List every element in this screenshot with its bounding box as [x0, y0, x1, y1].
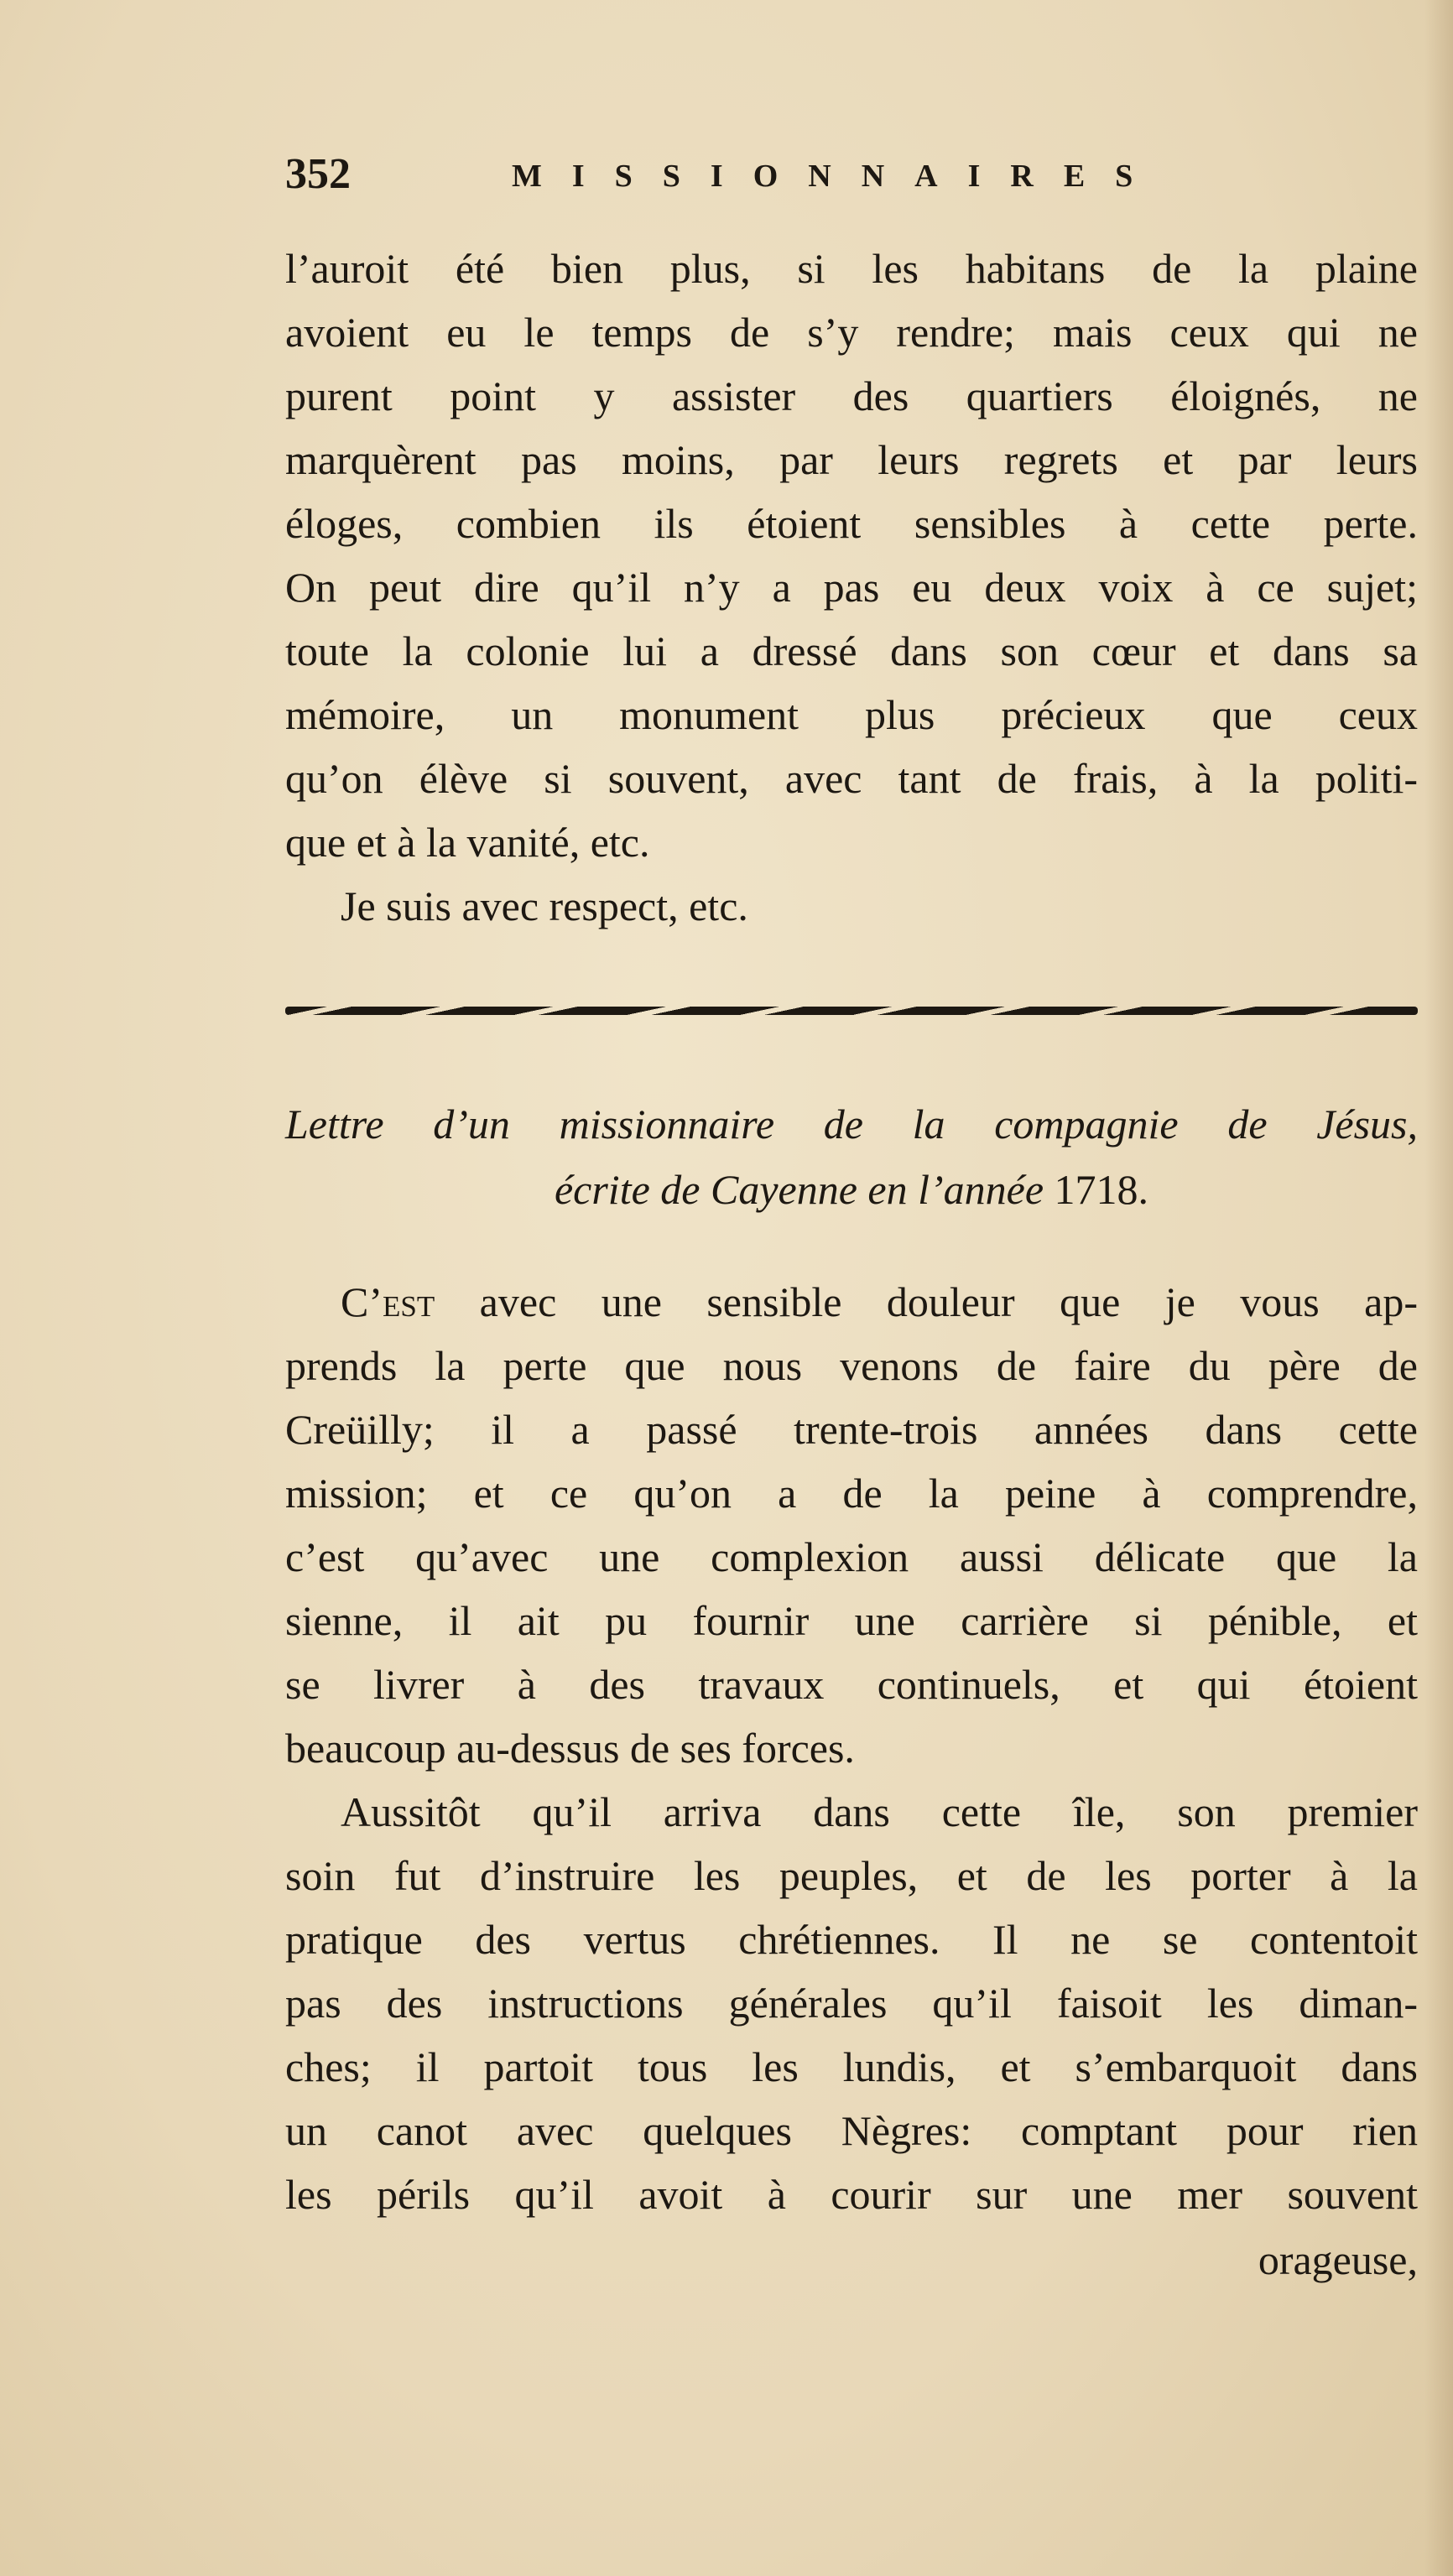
first-line-rest: avec une sensible douleur que je vous ap-	[435, 1278, 1418, 1325]
letter-subtitle-text: écrite de Cayenne en l’année	[554, 1166, 1044, 1213]
text-line: éloges, combien ils étoient sensibles à cette perte.	[285, 500, 1418, 547]
text-line: mission; et ce qu’on a de la peine à comprendre,	[285, 1470, 1418, 1517]
dropcap-word: C’est	[341, 1278, 435, 1325]
paragraph-first-line	[341, 1270, 1418, 1334]
text-line: mémoire, un monument plus précieux que ceux	[285, 691, 1418, 738]
letter-subtitle	[285, 1158, 1418, 1221]
ornamental-separator	[285, 1007, 1418, 1015]
text-line: beaucoup au-dessus de ses forces.	[285, 1725, 855, 1772]
text-line: pratique des vertus chrétiennes. Il ne se contentoit	[285, 1916, 1418, 1963]
text-line: avoient eu le temps de s’y rendre; mais ceux qui ne	[285, 309, 1418, 356]
text-line: purent point y assister des quartiers éloignés, ne	[285, 372, 1418, 419]
closing-line: Je suis avec respect, etc.	[341, 882, 748, 929]
text-line: l’auroit été bien plus, si les habitans de la plaine	[285, 245, 1418, 292]
text-line: que et à la vanité, etc.	[285, 819, 650, 866]
text-line: Creüilly; il a passé trente-trois années dans cette	[285, 1406, 1418, 1453]
running-head: MISSIONNAIRES	[512, 159, 1164, 194]
text-line: ches; il partoit tous les lundis, et s’embarquoit dans	[285, 2043, 1418, 2090]
text-line: qu’on élève si souvent, avec tant de frais, à la politi-	[285, 755, 1418, 802]
text-line: se livrer à des travaux continuels, et qui étoient	[285, 1661, 1418, 1708]
catchword: orageuse,	[1258, 2236, 1418, 2283]
text-line: un canot avec quelques Nègres: comptant pour rien	[285, 2107, 1418, 2154]
text-line: toute la colonie lui a dressé dans son cœur et dans sa	[285, 627, 1418, 674]
text-line: Aussitôt qu’il arriva dans cette île, son premier	[341, 1788, 1418, 1835]
text-line: c’est qu’avec une complexion aussi délicate que la	[285, 1533, 1418, 1580]
page-edge-shadow	[1424, 0, 1453, 2576]
text-line: marquèrent pas moins, par leurs regrets et par leurs	[285, 436, 1418, 483]
letter-title: Lettre d’un missionnaire de la compagnie de Jésus,	[285, 1101, 1418, 1147]
page-header	[285, 149, 1208, 208]
text-line: On peut dire qu’il n’y a pas eu deux voix à ce sujet;	[285, 564, 1418, 611]
text-line: prends la perte que nous venons de faire du père de	[285, 1342, 1418, 1389]
text-line: pas des instructions générales qu’il faisoit les diman-	[285, 1980, 1418, 2027]
text-line: sienne, il ait pu fournir une carrière si pénible, et	[285, 1597, 1418, 1644]
text-line: soin fut d’instruire les peuples, et de les porter à la	[285, 1852, 1418, 1899]
page-number: 352	[285, 150, 351, 198]
text-line: les périls qu’il avoit à courir sur une mer souvent	[285, 2171, 1418, 2218]
letter-year: 1718.	[1054, 1166, 1149, 1213]
